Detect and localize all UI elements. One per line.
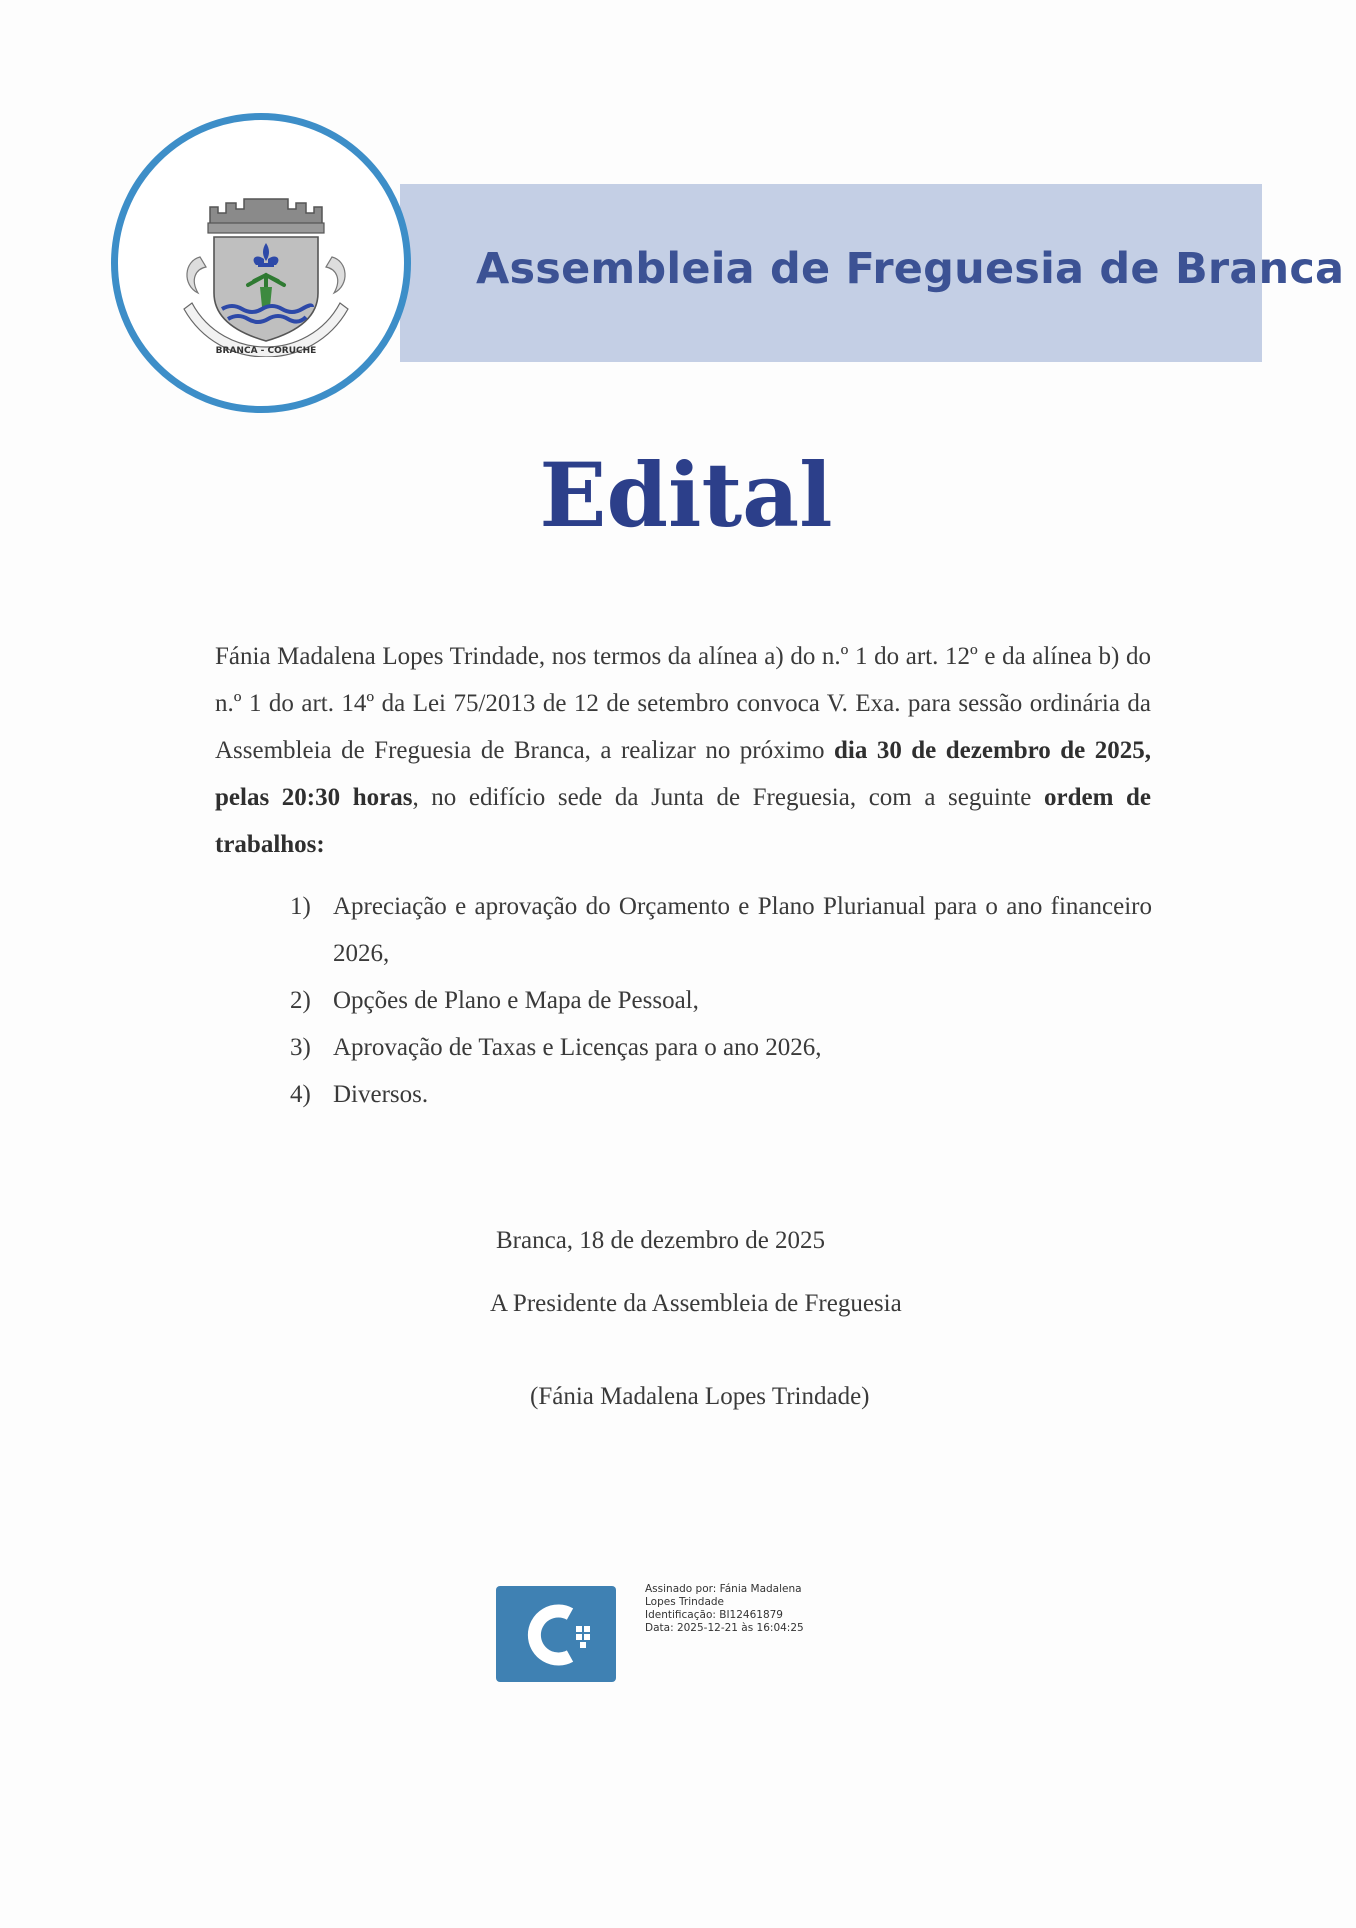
agenda-item [290, 1071, 1152, 1118]
coat-of-arms-icon [178, 195, 354, 357]
agenda-item-text: Aprovação de Taxas e Licenças para o ano 2026, [333, 1034, 822, 1061]
digital-signature-logo-icon [496, 1586, 616, 1682]
place-and-date: Branca, 18 de dezembro de 2025 [496, 1227, 826, 1254]
paragraph-text-2: , no edifício sede da Junta de Freguesia, com a seguinte [412, 784, 1044, 811]
document-title: Edital [539, 443, 833, 547]
paragraph-date-time: dia 30 de dezembro de 2025, pelas 20:30 horas [215, 737, 1151, 811]
agenda-item [290, 977, 1152, 1024]
signer-name: (Fánia Madalena Lopes Trindade) [530, 1383, 870, 1410]
agenda-item-number: 2) [290, 987, 311, 1014]
signed-by-name-line: Lopes Trindade [645, 1596, 725, 1608]
signer-role: A Presidente da Assembleia de Freguesia [490, 1290, 902, 1317]
signature-date-line: Data: 2025-12-21 às 16:04:25 [645, 1622, 804, 1634]
agenda-item-text: Apreciação e aprovação do Orçamento e Plano Plurianual para o ano financeiro 2026, [333, 893, 1152, 967]
agenda-item-text: Diversos. [333, 1081, 429, 1108]
agenda-item-number: 4) [290, 1081, 311, 1108]
agenda-item-number: 1) [290, 893, 311, 920]
agenda-item [290, 1024, 1152, 1071]
agenda-item-text: Opções de Plano e Mapa de Pessoal, [333, 987, 699, 1014]
paragraph-text-1: Fánia Madalena Lopes Trindade, nos termos da alínea a) do n.º 1 do art. 12º e da alínea b) do n.º 1 do art. 14º da Lei 75/2013 de 12 de setembro convoca V. Exa. para sessão ordinária da Assembleia de Freguesia de Branca, a realizar no próximo [215, 643, 1151, 764]
convocation-paragraph [215, 633, 1151, 868]
organization-title: Assembleia de Freguesia de Branca [476, 244, 1345, 294]
agenda-item [290, 883, 1152, 977]
agenda-item-number: 3) [290, 1034, 311, 1061]
digital-signature-details [645, 1583, 804, 1635]
paragraph-agenda-heading: ordem de trabalhos: [215, 784, 1151, 858]
signed-by-line: Assinado por: Fánia Madalena [645, 1583, 802, 1595]
agenda-list [290, 883, 1152, 1118]
identification-line: Identificação: BI12461879 [645, 1609, 783, 1621]
crest-ribbon-text: BRANCA - CORUCHE [215, 346, 317, 356]
